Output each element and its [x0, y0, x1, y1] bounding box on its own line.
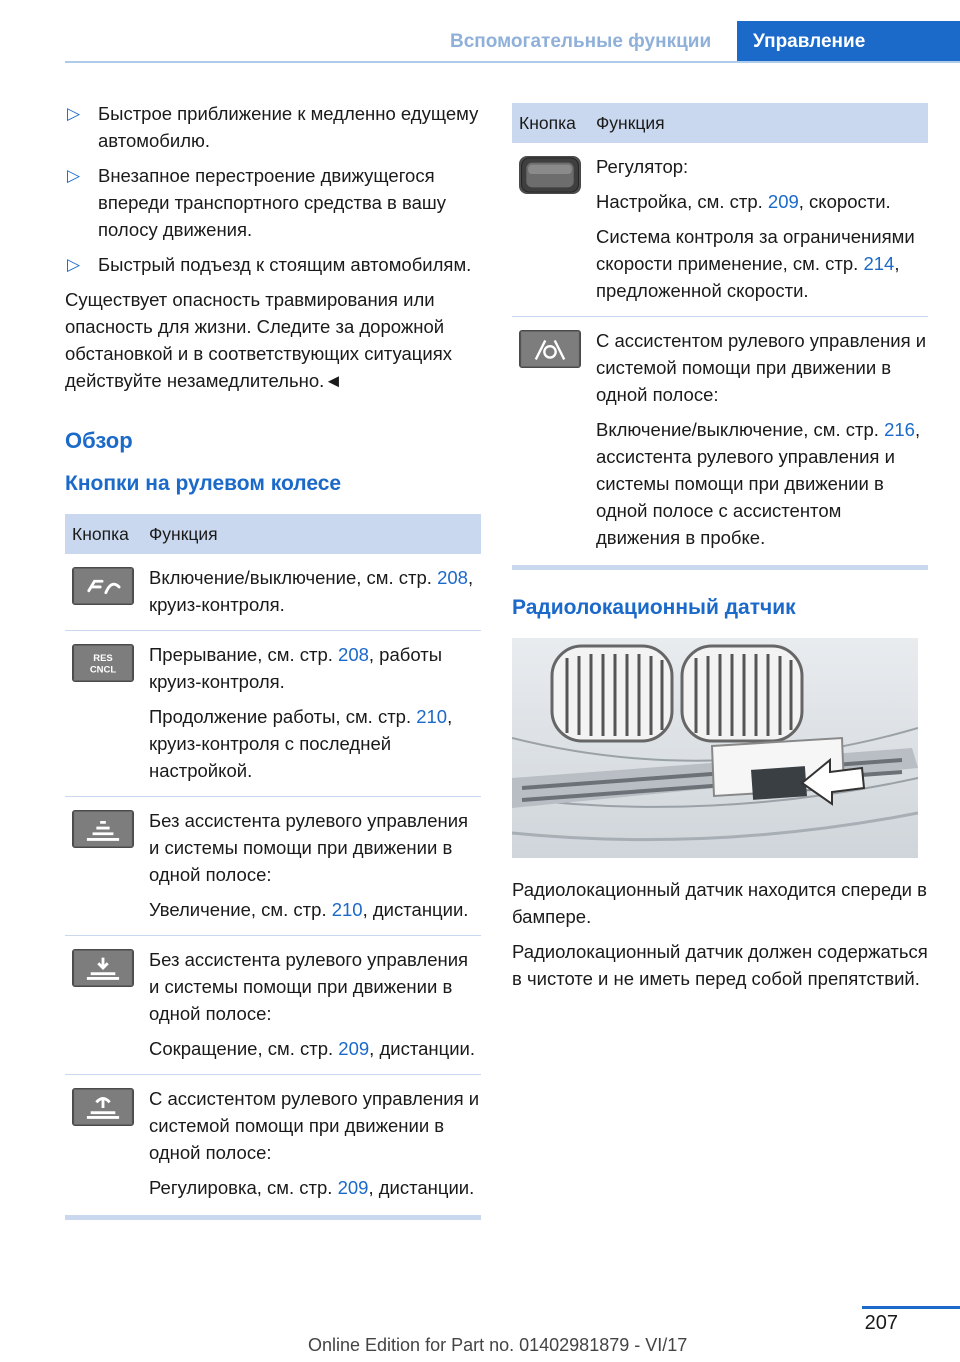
buttons-table-continued: [512, 103, 928, 563]
triangle-bullet-icon: ▷: [67, 255, 81, 274]
bullet-item: ▷ Быстрый подъезд к стоящим автомобилям.: [65, 251, 481, 278]
warning-text: Существует опасность травмирования или опасность для жизни. Следите за дорожной обстановкой и в соответствующих ситуациях действуйте незамедлительно.◄: [65, 289, 452, 391]
page-link[interactable]: 210: [331, 899, 363, 920]
distance-adjust-icon: [72, 1088, 134, 1126]
page-link[interactable]: 209: [338, 1038, 370, 1059]
table-row: Без ассистента рулевого управления и системы помощи при движении в одной полосе: Увеличение, см. стр. 210, дистанции.: [65, 797, 481, 936]
right-column: [512, 103, 928, 1000]
footer-edition: Online Edition for Part no. 01402981879 - VI/17: [308, 1335, 688, 1355]
table-header-button: Кнопка: [65, 514, 142, 554]
header-section: Вспомогательные функции: [450, 31, 712, 52]
speed-rocker-icon: [519, 156, 581, 194]
header-chapter: Управление: [737, 21, 960, 61]
distance-decrease-icon: [72, 949, 134, 987]
page-link[interactable]: 216: [884, 419, 915, 440]
radar-paragraph-1: Радиолокационный датчик находится спереди в бампере.: [512, 879, 927, 927]
table-row: С ассистентом рулевого управления и системой помощи при движении в одной полосе: Включение/выключение, см. стр. 216, ассистента рулевого управления и системы помощи при движении в одной полосе с ассистентом движения в пробке.: [512, 317, 928, 564]
table-row: Регулятор: Настройка, см. стр. 209, скорости. Система контроля за ограничениями скорости применение, см. стр. 214, предложенной скорости.: [512, 143, 928, 317]
cruise-on-off-icon: [72, 567, 134, 605]
table-row: Без ассистента рулевого управления и системы помощи при движении в одной полосе: Сокращение, см. стр. 209, дистанции.: [65, 936, 481, 1075]
radar-sensor-image: [512, 638, 918, 858]
table-header-function: Функция: [589, 103, 928, 143]
page-link[interactable]: 209: [337, 1177, 369, 1198]
table-bottom-rule: [512, 565, 928, 570]
page-link[interactable]: 214: [863, 253, 895, 274]
table-row: Включение/выключение, см. стр. 208, круиз-контроля.: [65, 554, 481, 631]
svg-text:CNCL: CNCL: [89, 664, 117, 676]
page-link[interactable]: 208: [338, 644, 369, 665]
radar-paragraph-2: Радиолокационный датчик должен содержаться в чистоте и не иметь перед собой препятствий.: [512, 941, 928, 989]
steering-assist-icon: [519, 330, 581, 368]
heading-steering-buttons: Кнопки на рулевом колесе: [65, 472, 342, 495]
bullet-item: ▷ Внезапное перестроение движущегося впереди транспортного средства в вашу полосу движения.: [65, 162, 481, 243]
triangle-bullet-icon: ▷: [67, 166, 81, 185]
bullet-item: ▷ Быстрое приближение к медленно едущему автомобилю.: [65, 100, 481, 154]
table-header-button: Кнопка: [512, 103, 589, 143]
triangle-bullet-icon: ▷: [67, 104, 81, 123]
distance-increase-icon: [72, 810, 134, 848]
svg-text:RES: RES: [93, 653, 113, 665]
left-column: [65, 100, 481, 1220]
table-bottom-rule: [65, 1215, 481, 1220]
table-row: С ассистентом рулевого управления и системой помощи при движении в одной полосе: Регулировка, см. стр. 209, дистанции.: [65, 1075, 481, 1214]
page-number: 207: [864, 1312, 898, 1334]
table-row: RES CNCL Прерывание, см. стр. 208, работы круиз-контроля. Продолжение работы, см. стр. 210, круиз-контроля с последней настройкой.: [65, 631, 481, 797]
page-link[interactable]: 209: [767, 191, 799, 212]
heading-overview: Обзор: [65, 428, 133, 453]
footer-rule: [862, 1306, 960, 1309]
table-header-function: Функция: [142, 514, 481, 554]
header-divider: [65, 61, 960, 63]
page-link[interactable]: 208: [437, 567, 468, 588]
page-link[interactable]: 210: [416, 706, 448, 727]
res-cncl-icon: [72, 644, 134, 682]
heading-radar-sensor: Радиолокационный датчик: [512, 596, 796, 619]
buttons-table: [65, 514, 481, 1213]
